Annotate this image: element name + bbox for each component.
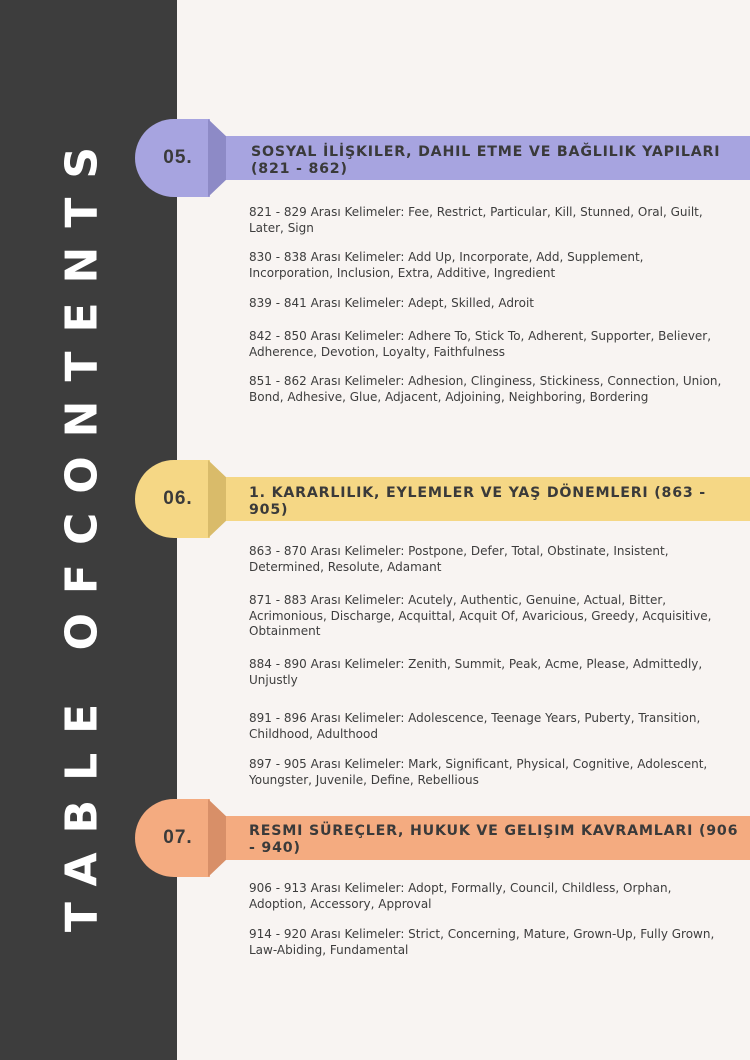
toc-entry[interactable]: 884 - 890 Arası Kelimeler: Zenith, Summit, Peak, Acme, Please, Admittedly, Unjustly bbox=[249, 657, 703, 687]
section-number: 07. bbox=[163, 827, 193, 848]
section-number: 06. bbox=[163, 488, 193, 509]
toc-entry[interactable]: 914 - 920 Arası Kelimeler: Strict, Concerning, Mature, Grown-Up, Fully Grown, Law-Abiding, Fundamental bbox=[249, 927, 715, 957]
toc-entry[interactable]: 863 - 870 Arası Kelimeler: Postpone, Defer, Total, Obstinate, Insistent, Determined, Resolute, Adamant bbox=[249, 544, 669, 574]
toc-entry[interactable]: 851 - 862 Arası Kelimeler: Adhesion, Clinginess, Stickiness, Connection, Union, Bond, Adhesive, Glue, Adjacent, Adjoining, Neighboring, Bordering bbox=[249, 374, 722, 404]
toc-entry[interactable]: 821 - 829 Arası Kelimeler: Fee, Restrict, Particular, Kill, Stunned, Oral, Guilt, Later, Sign bbox=[249, 205, 703, 235]
toc-entry[interactable]: 897 - 905 Arası Kelimeler: Mark, Significant, Physical, Cognitive, Adolescent, Youngster, Juvenile, Define, Rebellious bbox=[249, 757, 708, 787]
toc-entry[interactable]: 842 - 850 Arası Kelimeler: Adhere To, Stick To, Adherent, Supporter, Believer, Adherence, Devotion, Loyalty, Faithfulness bbox=[249, 329, 712, 359]
section-title[interactable]: SOSYAL İLİŞKILER, DAHIL ETME VE BAĞLILIK YAPILARI (821 - 862) bbox=[251, 144, 721, 177]
section-title[interactable]: RESMI SÜREÇLER, HUKUK VE GELIŞIM KAVRAMLARI (906 - 940) bbox=[249, 823, 739, 856]
section-number: 05. bbox=[163, 147, 193, 168]
toc-entry[interactable]: 906 - 913 Arası Kelimeler: Adopt, Formally, Council, Childless, Orphan, Adoption, Accessory, Approval bbox=[249, 881, 672, 911]
toc-entry[interactable]: 839 - 841 Arası Kelimeler: Adept, Skilled, Adroit bbox=[249, 296, 534, 310]
toc-entry[interactable]: 830 - 838 Arası Kelimeler: Add Up, Incorporate, Add, Supplement, Incorporation, Inclusion, Extra, Additive, Ingredient bbox=[249, 250, 644, 280]
section-title[interactable]: 1. KARARLILIK, EYLEMLER VE YAŞ DÖNEMLERI (863 - 905) bbox=[249, 485, 706, 518]
toc-entry[interactable]: 871 - 883 Arası Kelimeler: Acutely, Authentic, Genuine, Actual, Bitter, Acrimonious, Discharge, Acquittal, Acquit Of, Avaricious, Greedy, Acquisitive, Obtainment bbox=[249, 593, 712, 638]
vertical-title: TABLE OFCONTENTS bbox=[56, 127, 108, 933]
toc-entry[interactable]: 891 - 896 Arası Kelimeler: Adolescence, Teenage Years, Puberty, Transition, Childhood, Adulthood bbox=[249, 711, 701, 741]
